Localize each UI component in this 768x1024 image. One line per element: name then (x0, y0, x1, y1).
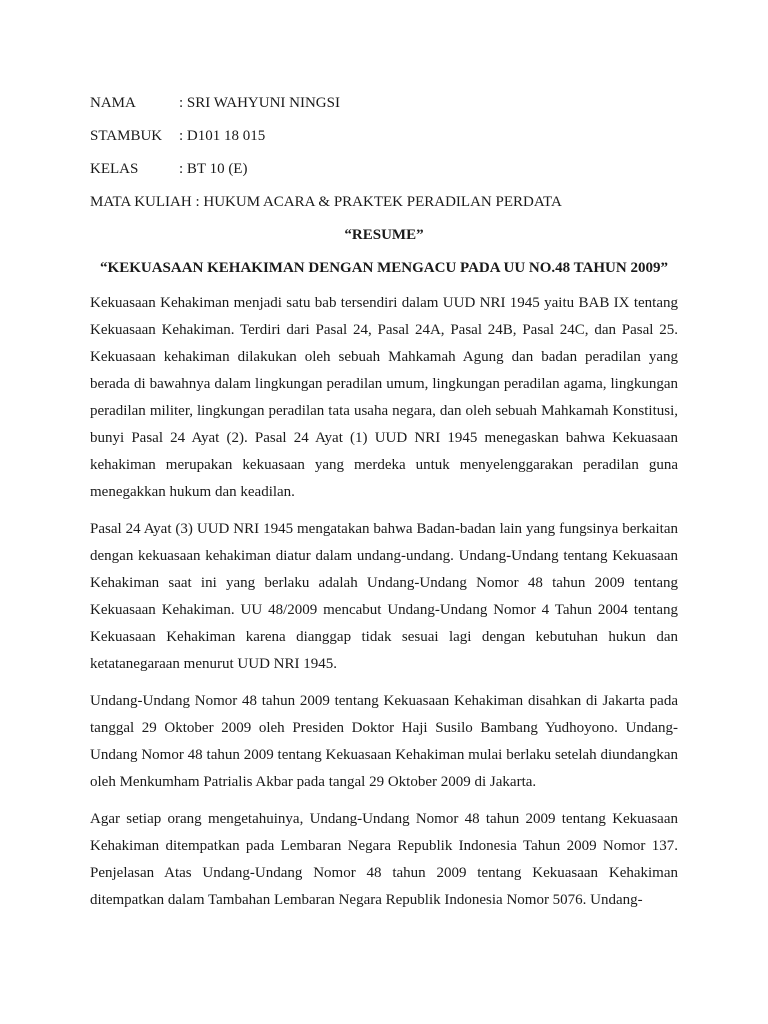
stambuk-row (90, 127, 678, 160)
document-title: “KEKUASAAN KEHAKIMAN DENGAN MENGACU PADA UU NO.48 TAHUN 2009” (100, 260, 668, 276)
stambuk-label: STAMBUK (90, 128, 163, 144)
paragraph-1: Kekuasaan Kehakiman menjadi satu bab tersendiri dalam UUD NRI 1945 yaitu BAB IX tentang Kekuasaan Kehakiman. Terdiri dari Pasal 24, Pasal 24A, Pasal 24B, Pasal 24C, dan Pasal 25. Kekuasaan kehakiman dilakukan oleh sebuah Mahkamah Agung dan badan peradilan yang berada di bawahnya dalam lingkungan peradilan umum, lingkungan peradilan agama, lingkungan peradilan militer, lingkungan peradilan tata usaha negara, dan oleh sebuah Mahkamah Konstitusi, bunyi Pasal 24 Ayat (2). Pasal 24 Ayat (1) UUD NRI 1945 menegaskan bahwa Kekuasaan kehakiman merupakan kekuasaan yang merdeka untuk menyelenggarakan peradilan guna menegakkan hukum dan keadilan. (90, 295, 678, 500)
resume-heading: “RESUME” (344, 227, 424, 243)
kelas-label: KELAS (90, 161, 139, 177)
stambuk-value: : D101 18 015 (179, 128, 266, 144)
nama-row (90, 94, 678, 127)
kelas-row (90, 160, 678, 193)
nama-value: : SRI WAHYUNI NINGSI (179, 95, 340, 111)
paragraph-3: Undang-Undang Nomor 48 tahun 2009 tentang Kekuasaan Kehakiman disahkan di Jakarta pada tanggal 29 Oktober 2009 oleh Presiden Doktor Haji Susilo Bambang Yudhoyono. Undang-Undang Nomor 48 tahun 2009 tentang Kekuasaan Kehakiman mulai berlaku setelah diundangkan oleh Menkumham Patrialis Akbar pada tangal 29 Oktober 2009 di Jakarta. (90, 693, 678, 790)
nama-label: NAMA (90, 95, 136, 111)
paragraph-2: Pasal 24 Ayat (3) UUD NRI 1945 mengatakan bahwa Badan-badan lain yang fungsinya berkaitan dengan kekuasaan kehakiman diatur dalam undang-undang. Undang-Undang tentang Kekuasaan Kehakiman saat ini yang berlaku adalah Undang-Undang Nomor 48 tahun 2009 tentang Kekuasaan Kehakiman. UU 48/2009 mencabut Undang-Undang Nomor 4 Tahun 2004 tentang Kekuasaan Kehakiman karena dianggap tidak sesuai lagi dengan kebutuhan hukun dan ketatanegaraan menurut UUD NRI 1945. (90, 521, 678, 672)
paragraph-4: Agar setiap orang mengetahuinya, Undang-Undang Nomor 48 tahun 2009 tentang Kekuasaan Kehakiman ditempatkan pada Lembaran Negara Republik Indonesia Tahun 2009 Nomor 137. Penjelasan Atas Undang-Undang Nomor 48 tahun 2009 tentang Kekuasaan Kehakiman ditempatkan dalam Tambahan Lembaran Negara Republik Indonesia Nomor 5076. Undang- (90, 811, 678, 908)
mata-kuliah-row (90, 193, 678, 226)
mata-kuliah-line: MATA KULIAH : HUKUM ACARA & PRAKTEK PERADILAN PERDATA (90, 194, 562, 210)
kelas-value: : BT 10 (E) (179, 161, 248, 177)
